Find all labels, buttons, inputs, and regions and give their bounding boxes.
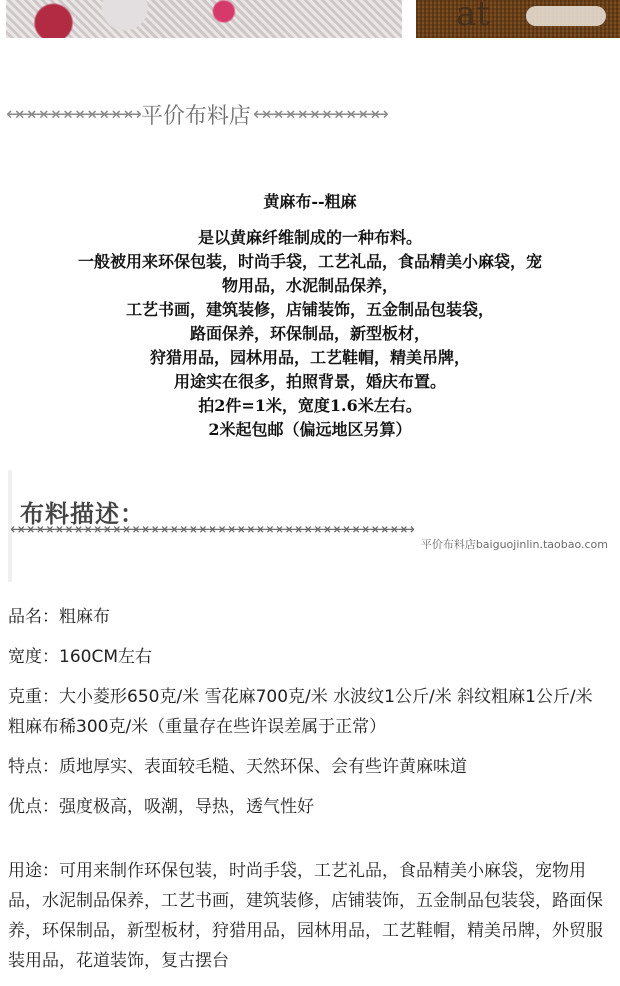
shop-banner (6, 99, 614, 129)
intro-line: 工艺书画，建筑装修，店铺装饰，五金制品包装袋， (125, 300, 494, 319)
description-shop-url: 平价布料店baiguojinlin.taobao.com (420, 538, 608, 551)
banner-arrows-right: ↔↔↔↔↔↔↔↔↔↔↔ (252, 103, 386, 125)
photo-object (526, 6, 606, 26)
intro-line: 物用品，水泥制品保养， (221, 276, 398, 295)
intro-line: 拍2件=1米，宽度1.6米左右。 (198, 396, 422, 415)
intro-headline: 黄麻布--粗麻 (263, 192, 357, 211)
detail-features: 特点：质地厚实、表面较毛糙、天然环保、会有些许黄麻味道 (8, 757, 467, 777)
detail-name: 品名：粗麻布 (8, 607, 110, 627)
intro-section (0, 190, 620, 442)
detail-width: 宽度：160CM左右 (8, 647, 152, 667)
detail-weight: 克重：大小菱形650克/米 雪花麻700克/米 水波纹1公斤/米 斜纹粗麻1公斤/米 粗麻布稀300克/米（重量存在些许误差属于正常） (8, 687, 593, 737)
intro-line: 是以黄麻纤维制成的一种布料。 (197, 228, 422, 247)
intro-line: 狩猎用品，园林用品，工艺鞋帽，精美吊牌， (149, 348, 470, 367)
banner-title: 平价布料店 (140, 103, 251, 129)
banner-arrows-left: ↔↔↔↔↔↔↔↔↔↔↔ (6, 103, 139, 125)
product-photo-left (6, 0, 402, 38)
detail-usage: 用途：可用来制作环保包装，时尚手袋，工艺礼品，食品精美小麻袋，宠物用品，水泥制品保养，工艺书画，建筑装修，店铺装饰，五金制品包装袋，路面保养，环保制品，新型板材，狩猎用品，园林用品，工艺鞋帽，精美吊牌，外贸服装用品，花道装饰，复古摆台 (8, 861, 603, 971)
intro-line: 路面保养，环保制品，新型板材， (189, 324, 430, 343)
description-banner (8, 470, 620, 582)
intro-line: 一般被用来环保包装，时尚手袋，工艺礼品，食品精美小麻袋，宠 (77, 252, 542, 271)
detail-advantages: 优点：强度极高，吸潮，导热，透气性好 (8, 797, 314, 817)
description-title: 布料描述： (20, 500, 145, 528)
description-arrows: ↔↔↔↔↔↔↔↔↔↔↔↔↔↔↔↔↔↔↔↔↔↔↔↔↔↔↔↔↔↔↔↔↔↔↔↔↔↔↔↔↔↔ (10, 520, 412, 538)
product-photo-right (416, 0, 620, 38)
details-section (8, 602, 614, 986)
product-photo-strip (0, 0, 620, 38)
intro-line: 用途实在很多，拍照背景，婚庆布置。 (173, 372, 446, 391)
intro-line: 2米起包邮（偏远地区另算） (208, 420, 412, 439)
photo-text: at (456, 0, 490, 34)
